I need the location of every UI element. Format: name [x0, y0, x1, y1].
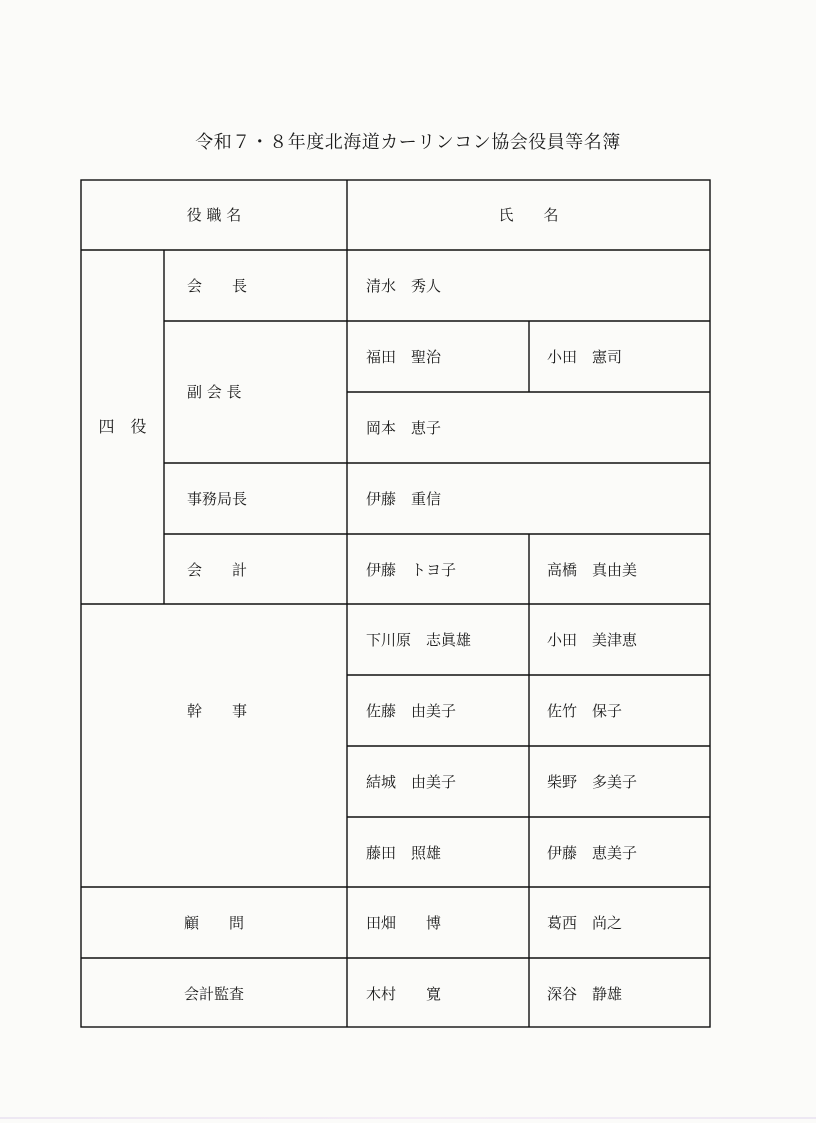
name-director-7: 藤田 照雄	[366, 844, 442, 862]
scan-edge	[0, 1117, 816, 1119]
name-treasurer-2: 高橋 真由美	[547, 561, 638, 579]
four-officers-label: 四 役	[98, 417, 147, 436]
name-director-3: 佐藤 由美子	[366, 702, 457, 720]
table-grid	[81, 180, 710, 1027]
role-chair: 会 長	[187, 277, 248, 295]
name-auditor-2: 深谷 静雄	[547, 985, 623, 1003]
name-chair: 清水 秀人	[366, 277, 442, 295]
name-director-5: 結城 由美子	[366, 773, 457, 791]
header-role: 役 職 名	[186, 206, 242, 224]
name-treasurer-1: 伊藤 トヨ子	[366, 561, 457, 579]
name-vice-1: 福田 聖治	[366, 348, 442, 366]
role-auditor: 会計監査	[183, 985, 244, 1003]
role-advisor: 顧 問	[183, 914, 244, 932]
name-director-8: 伊藤 恵美子	[547, 844, 638, 862]
name-director-1: 下川原 志眞雄	[366, 631, 472, 649]
role-vice-chair: 副 会 長	[187, 383, 242, 401]
name-advisor-2: 葛西 尚之	[547, 914, 623, 932]
name-secretary: 伊藤 重信	[366, 490, 442, 508]
name-advisor-1: 田畑 博	[366, 914, 442, 932]
role-treasurer: 会 計	[187, 561, 248, 579]
name-director-6: 柴野 多美子	[547, 773, 638, 791]
name-vice-3: 岡本 恵子	[366, 419, 442, 437]
header-name: 氏 名	[498, 206, 559, 224]
page-title: 令和７・８年度北海道カーリンコン協会役員等名簿	[195, 132, 621, 153]
name-vice-2: 小田 憲司	[547, 348, 623, 366]
name-auditor-1: 木村 寛	[366, 985, 442, 1003]
role-secretary: 事務局長	[187, 490, 248, 508]
name-director-2: 小田 美津恵	[547, 631, 638, 649]
role-directors: 幹 事	[187, 702, 248, 720]
name-director-4: 佐竹 保子	[547, 702, 623, 720]
